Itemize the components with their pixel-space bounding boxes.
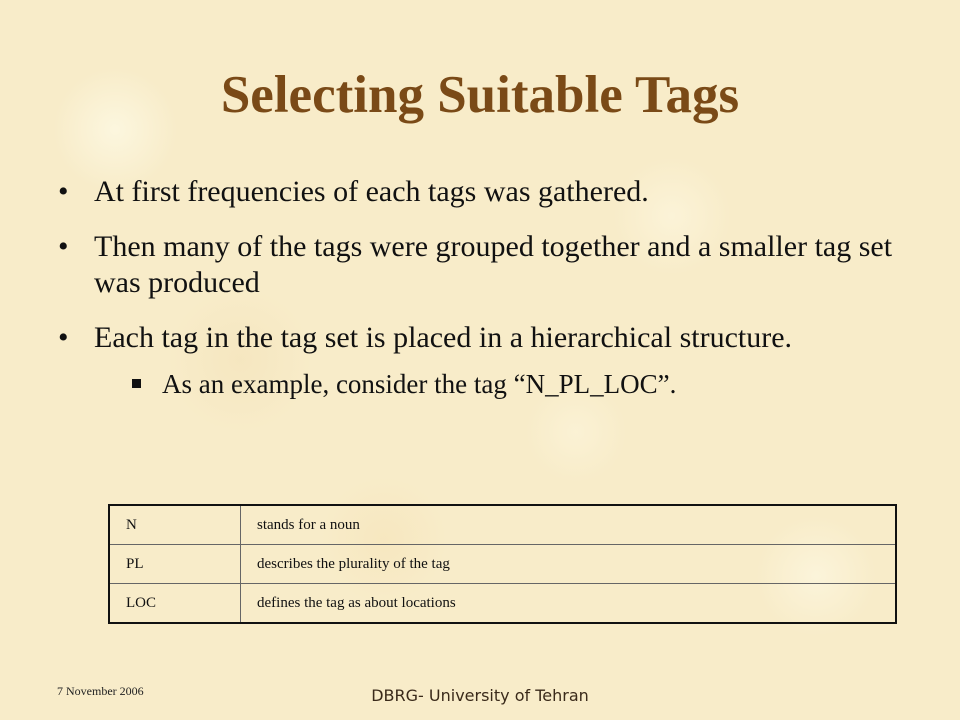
- tag-desc-cell: describes the plurality of the tag: [241, 545, 897, 584]
- table-row: [109, 545, 896, 584]
- tag-code-cell: LOC: [109, 584, 241, 624]
- tag-desc-cell: stands for a noun: [241, 505, 897, 545]
- table-row: [109, 505, 896, 545]
- bullet-dot-icon: •: [58, 175, 69, 208]
- bullet-item: [58, 174, 918, 210]
- sub-bullet-item: [132, 368, 918, 400]
- bullet-dot-icon: •: [58, 321, 69, 354]
- sub-bullet-text: As an example, consider the tag “N_PL_LOC”.: [162, 369, 677, 399]
- bullet-dot-icon: •: [58, 230, 69, 263]
- bullet-list: [58, 174, 918, 400]
- tag-code-cell: N: [109, 505, 241, 545]
- square-bullet-icon: [132, 379, 141, 388]
- footer-organization: DBRG- University of Tehran: [371, 686, 589, 705]
- tag-desc-cell: defines the tag as about locations: [241, 584, 897, 624]
- bullet-item: [58, 320, 918, 356]
- table-row: [109, 584, 896, 624]
- slide-title: Selecting Suitable Tags: [220, 66, 740, 124]
- bullet-text: Then many of the tags were grouped together and a smaller tag set was produced: [94, 230, 893, 299]
- tag-table: [108, 504, 897, 624]
- bullet-text: At first frequencies of each tags was gathered.: [94, 175, 649, 208]
- bullet-item: [58, 229, 918, 301]
- tag-code-cell: PL: [109, 545, 241, 584]
- footer-date: 7 November 2006: [57, 684, 144, 698]
- bullet-text: Each tag in the tag set is placed in a hierarchical structure.: [94, 321, 793, 354]
